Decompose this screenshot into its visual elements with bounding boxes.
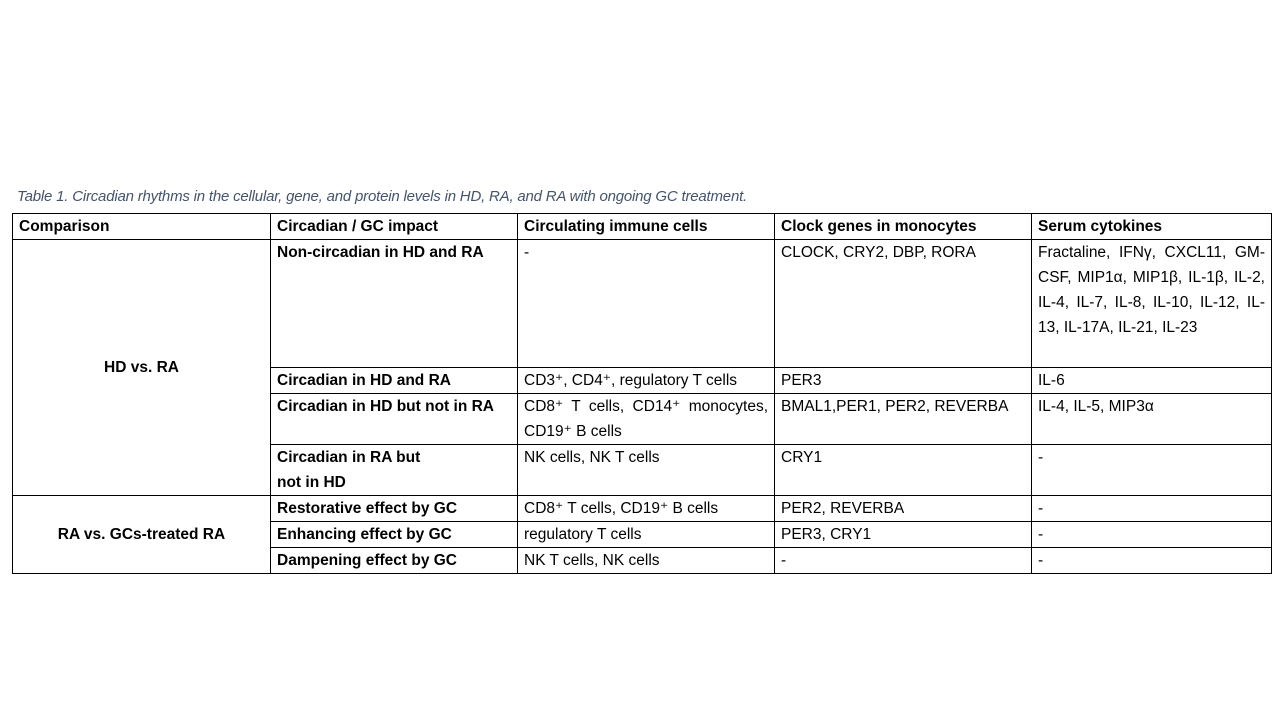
cytokines-cell: IL-6 [1032,368,1272,394]
impact-cell: Circadian in HD but not in RA [271,394,518,445]
genes-cell: CRY1 [775,445,1032,496]
group-label: RA vs. GCs-treated RA [13,496,271,574]
genes-cell: CLOCK, CRY2, DBP, RORA [775,240,1032,368]
cells-cell: regulatory T cells [518,522,775,548]
genes-cell: PER3, CRY1 [775,522,1032,548]
impact-cell: Circadian in HD and RA [271,368,518,394]
table-row [13,240,1272,368]
cells-cell: - [518,240,775,368]
circadian-table [12,213,1272,574]
header-immune-cells: Circulating immune cells [518,214,775,240]
genes-cell: - [775,548,1032,574]
cytokines-cell: - [1032,522,1272,548]
cytokines-cell: - [1032,548,1272,574]
group-label: HD vs. RA [13,240,271,496]
genes-cell: PER2, REVERBA [775,496,1032,522]
cytokines-cell: - [1032,445,1272,496]
header-clock-genes: Clock genes in monocytes [775,214,1032,240]
header-cytokines: Serum cytokines [1032,214,1272,240]
impact-cell: Enhancing effect by GC [271,522,518,548]
cells-cell: CD3⁺, CD4⁺, regulatory T cells [518,368,775,394]
impact-cell: Circadian in RA but not in HD [271,445,518,496]
table-caption: Table 1. Circadian rhythms in the cellular, gene, and protein levels in HD, RA, and RA with ongoing GC treatment. [17,188,748,205]
table-header-row [13,214,1272,240]
cells-cell: NK T cells, NK cells [518,548,775,574]
cells-cell: NK cells, NK T cells [518,445,775,496]
cytokines-cell: Fractaline, IFNγ, CXCL11, GM-CSF, MIP1α, MIP1β, IL-1β, IL-2, IL-4, IL-7, IL-8, IL-10, IL-12, IL-13, IL-17A, IL-21, IL-23 [1032,240,1272,368]
cells-cell: CD8⁺ T cells, CD19⁺ B cells [518,496,775,522]
cytokines-cell: IL-4, IL-5, MIP3α [1032,394,1272,445]
table-row [13,496,1272,522]
header-impact: Circadian / GC impact [271,214,518,240]
header-comparison: Comparison [13,214,271,240]
cells-cell: CD8⁺ T cells, CD14⁺ monocytes, CD19⁺ B cells [518,394,775,445]
cytokines-cell: - [1032,496,1272,522]
genes-cell: BMAL1,PER1, PER2, REVERBA [775,394,1032,445]
genes-cell: PER3 [775,368,1032,394]
impact-cell: Dampening effect by GC [271,548,518,574]
impact-cell: Non-circadian in HD and RA [271,240,518,368]
impact-cell: Restorative effect by GC [271,496,518,522]
